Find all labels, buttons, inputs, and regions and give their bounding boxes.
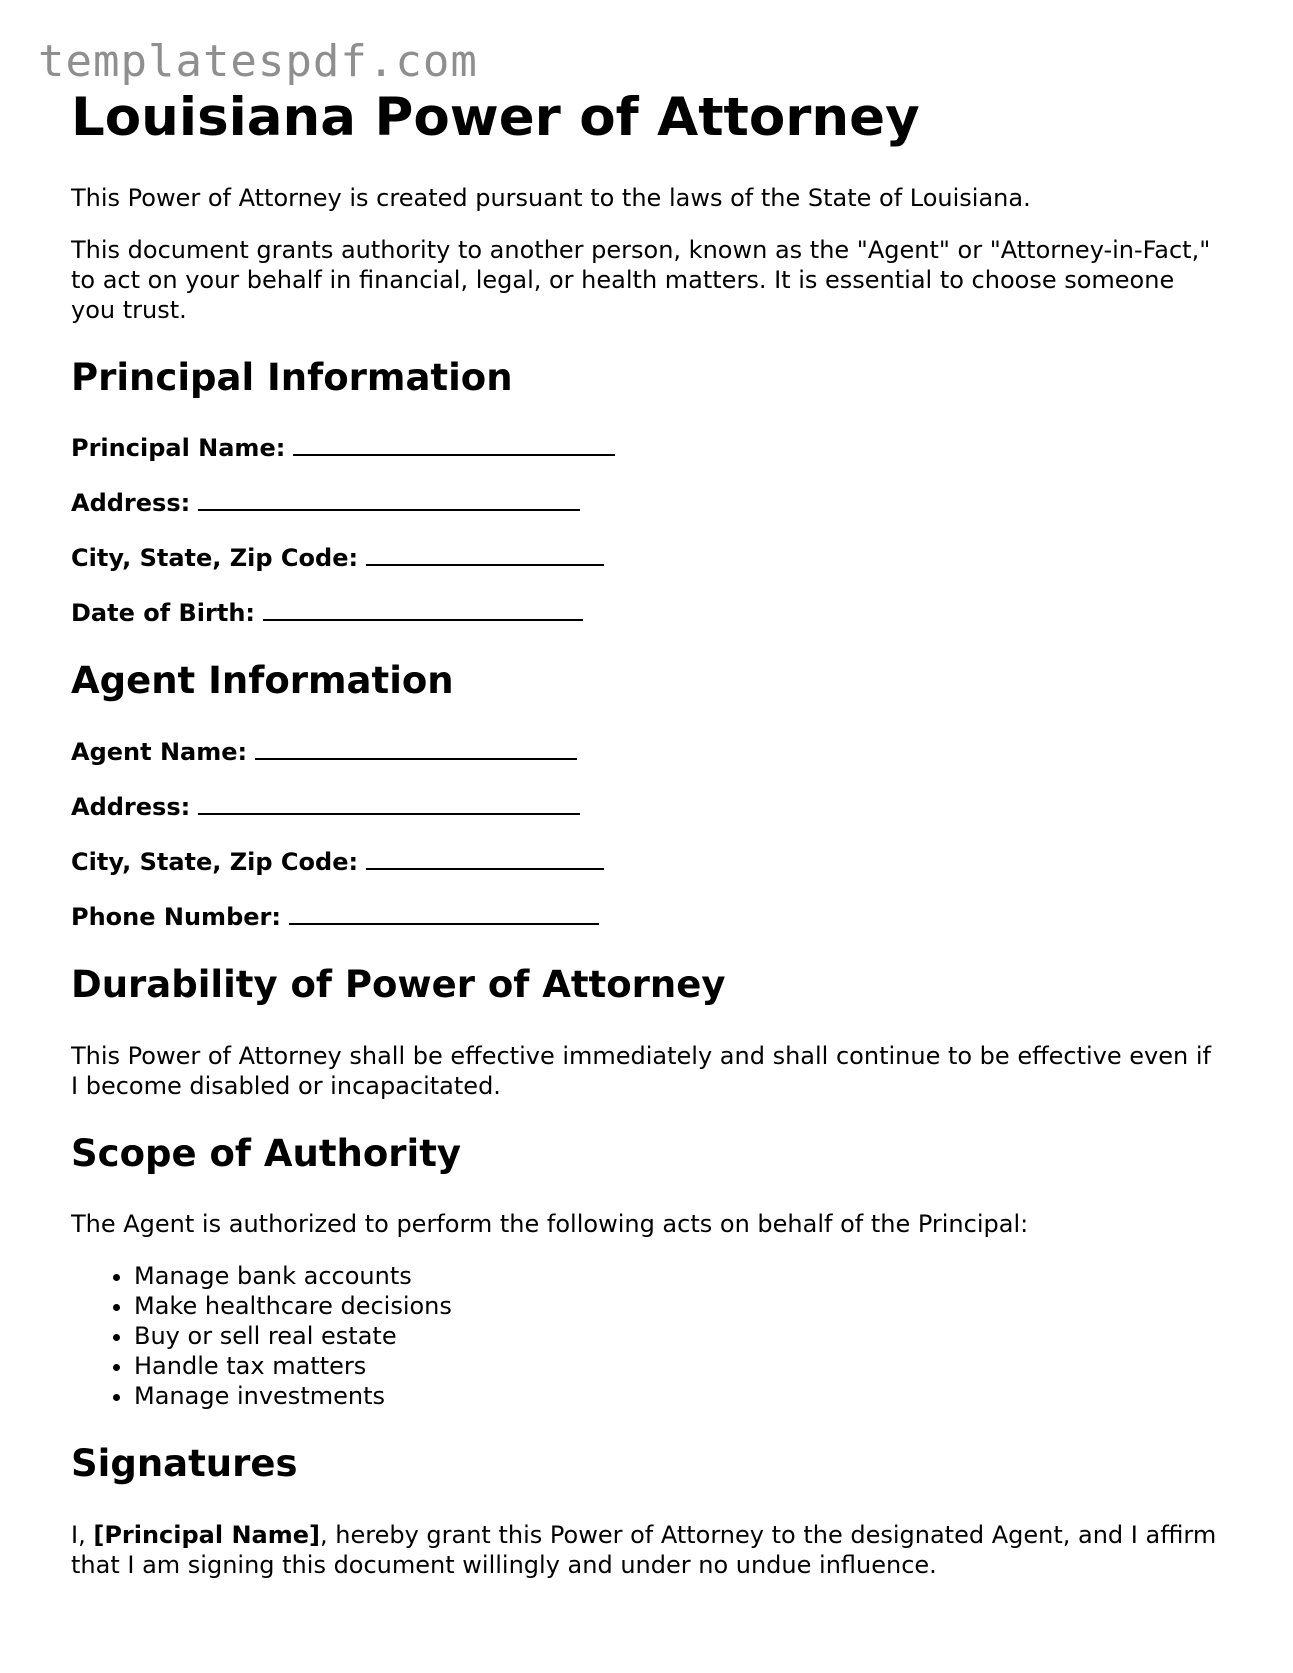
list-item: • Buy or sell real estate [134, 1321, 1221, 1351]
blank-line[interactable] [255, 738, 577, 760]
blank-line[interactable] [198, 793, 580, 815]
field-label: Agent Name: [71, 738, 248, 767]
principal-name-field[interactable] [71, 433, 1221, 463]
scope-intro: The Agent is authorized to perform the following acts on behalf of the Principal: [71, 1210, 1029, 1239]
blank-line[interactable] [198, 489, 580, 511]
list-item: • Manage investments [134, 1381, 1221, 1411]
agent-name-field[interactable] [71, 737, 1221, 767]
list-item: • Manage bank accounts [134, 1261, 1221, 1291]
blank-line[interactable] [263, 599, 583, 621]
intro-paragraph-2: This document grants authority to another person, known as the "Agent" or "Attorney-in-Fact," to act on your behalf in financial, legal, or health matters. It is essential to choose someone you trust. [71, 235, 1211, 324]
durability-text: This Power of Attorney shall be effective immediately and shall continue to be effective even if I become disabled or incapacitated. [71, 1041, 1211, 1100]
blank-line[interactable] [366, 848, 604, 870]
blank-line[interactable] [366, 544, 604, 566]
agent-heading: Agent Information [71, 659, 454, 703]
principal-name-placeholder: [Principal Name] [93, 1520, 320, 1549]
statement-prefix: I, [71, 1520, 94, 1549]
field-label: City, State, Zip Code: [71, 544, 359, 573]
agent-city-state-zip-field[interactable] [71, 847, 1221, 877]
document [71, 88, 1221, 1602]
field-label: Address: [71, 793, 191, 822]
agent-phone-field[interactable] [71, 902, 1221, 932]
list-item: • Make healthcare decisions [134, 1291, 1221, 1321]
list-item: • Handle tax matters [134, 1351, 1221, 1381]
field-label: Address: [71, 489, 191, 518]
blank-line[interactable] [289, 903, 599, 925]
signatures-heading: Signatures [71, 1442, 298, 1486]
principal-address-field[interactable] [71, 488, 1221, 518]
page-title: Louisiana Power of Attorney [71, 87, 920, 148]
field-label: Date of Birth: [71, 599, 256, 628]
scope-list [71, 1261, 1221, 1411]
field-label: Principal Name: [71, 434, 286, 463]
principal-heading: Principal Information [71, 355, 513, 399]
scope-heading: Scope of Authority [71, 1131, 462, 1175]
principal-dob-field[interactable] [71, 598, 1221, 628]
agent-address-field[interactable] [71, 792, 1221, 822]
durability-heading: Durability of Power of Attorney [71, 963, 726, 1007]
field-label: City, State, Zip Code: [71, 848, 359, 877]
watermark: templatespdf.com [38, 36, 478, 87]
intro-paragraph-1: This Power of Attorney is created pursuant to the laws of the State of Louisiana. [71, 183, 1031, 212]
blank-line[interactable] [293, 434, 615, 456]
statement-suffix: , hereby grant this Power of Attorney to the designated Agent, and I affirm that I am signing this document willingly and under no undue influence. [71, 1520, 1217, 1579]
signature-statement [71, 1520, 1221, 1580]
field-label: Phone Number: [71, 903, 281, 932]
principal-city-state-zip-field[interactable] [71, 543, 1221, 573]
